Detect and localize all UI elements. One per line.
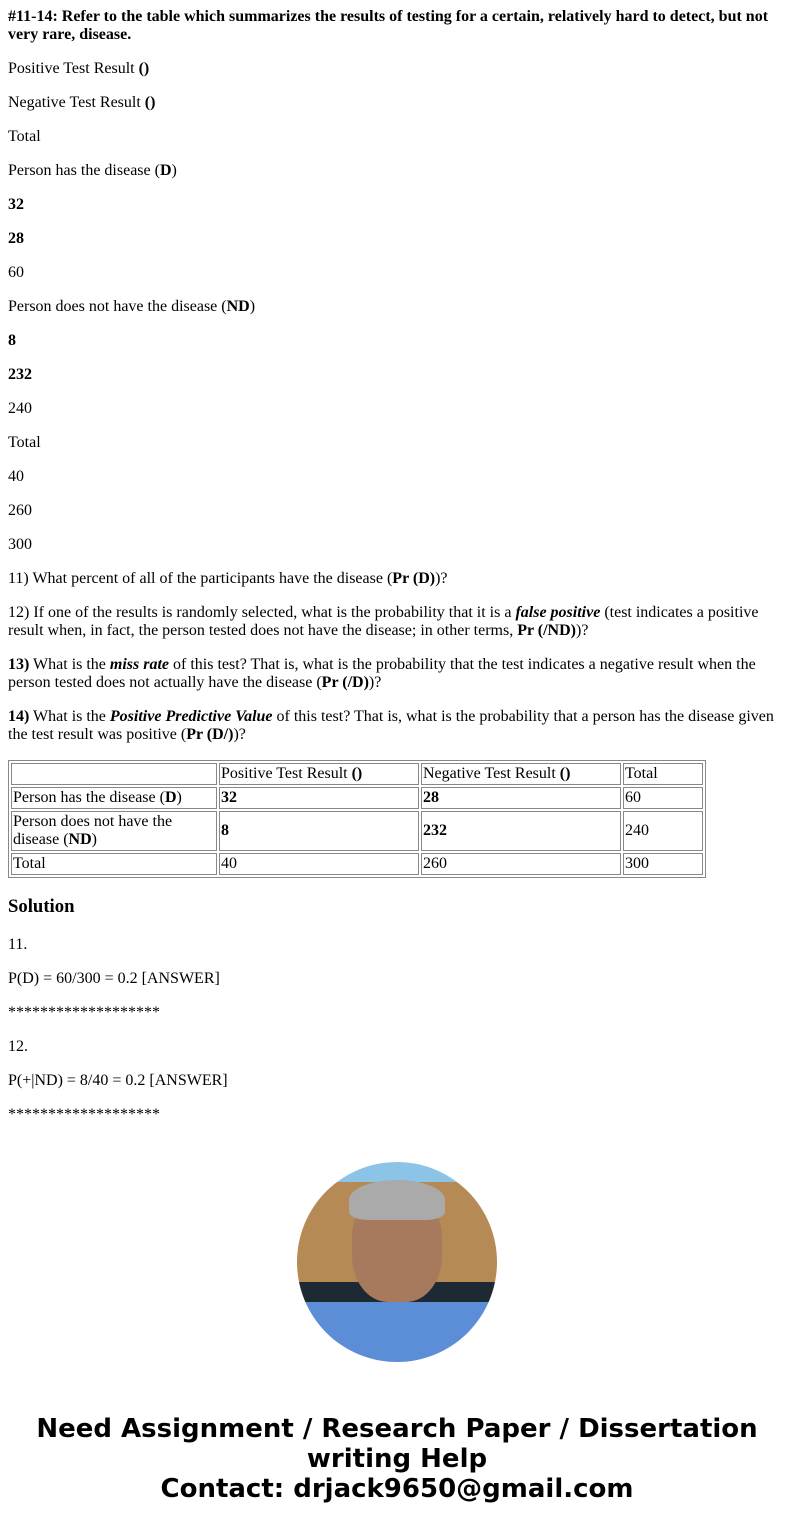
flat-v1: 32 — [8, 196, 24, 213]
table-cell: 300 — [623, 853, 703, 875]
table-cell: 32 — [219, 787, 419, 809]
table-cell: 232 — [421, 811, 621, 851]
flat-v8: 260 — [8, 502, 32, 519]
table-cell: 260 — [421, 853, 621, 875]
flat-total: Total — [8, 128, 41, 145]
footer-line-2: Contact: drjack9650@gmail.com — [160, 1474, 634, 1504]
flat-row1: Person has the disease (D) — [8, 162, 177, 179]
question-11: 11) What percent of all of the participants have the disease (Pr (D))? — [8, 570, 448, 587]
intro: #11-14: Refer to the table which summarizes the results of testing for a certain, relatively hard to detect, but not very rare, disease. — [8, 8, 769, 43]
question-13: 13) What is the miss rate of this test? That is, what is the probability that the test indicates a negative result when the person tested does not actually have the disease (Pr (/D))? — [8, 656, 756, 691]
table-cell: 60 — [623, 787, 703, 809]
flat-v6: 240 — [8, 400, 32, 417]
flat-v5: 232 — [8, 366, 32, 383]
table-cell: 28 — [421, 787, 621, 809]
table-row — [11, 787, 703, 809]
flat-total2: Total — [8, 434, 41, 451]
question-12: 12) If one of the results is randomly selected, what is the probability that it is a false positive (test indicates a positive result when, in fact, the person tested does not have the disease; in other terms, Pr (/ND))? — [8, 604, 759, 639]
table-header: Positive Test Result () — [219, 763, 419, 785]
table-cell: Person has the disease (D) — [11, 787, 217, 809]
solution-heading: Solution — [8, 896, 75, 917]
solution-12-label: 12. — [8, 1038, 28, 1055]
footer-line-1: Need Assignment / Research Paper / Dissertation writing Help — [36, 1414, 758, 1474]
separator: ******************* — [8, 1106, 160, 1123]
table-cell: 8 — [219, 811, 419, 851]
author-avatar — [297, 1162, 497, 1362]
table-cell — [11, 763, 217, 785]
solution-11-label: 11. — [8, 936, 28, 953]
table-cell: Person does not have the disease (ND) — [11, 811, 217, 851]
flat-pos: Positive Test Result () — [8, 60, 150, 77]
table-cell: Total — [11, 853, 217, 875]
flat-row2: Person does not have the disease (ND) — [8, 298, 256, 315]
flat-v2: 28 — [8, 230, 24, 247]
flat-v9: 300 — [8, 536, 32, 553]
table-row — [11, 763, 703, 785]
table-cell: 240 — [623, 811, 703, 851]
flat-neg: Negative Test Result () — [8, 94, 156, 111]
question-14: 14) What is the Positive Predictive Value of this test? That is, what is the probability that a person has the disease given the test result was positive (Pr (D/))? — [8, 708, 774, 743]
table-row — [11, 853, 703, 875]
solution-12-answer: P(+|ND) = 8/40 = 0.2 [ANSWER] — [8, 1072, 228, 1089]
table-header: Total — [623, 763, 703, 785]
separator: ******************* — [8, 1004, 160, 1021]
flat-v4: 8 — [8, 332, 16, 349]
table-header: Negative Test Result () — [421, 763, 621, 785]
solution-11-answer: P(D) = 60/300 = 0.2 [ANSWER] — [8, 970, 220, 987]
table-row — [11, 811, 703, 851]
flat-v7: 40 — [8, 468, 24, 485]
contact-banner — [8, 1414, 786, 1504]
table-cell: 40 — [219, 853, 419, 875]
results-table — [8, 760, 706, 878]
flat-v3: 60 — [8, 264, 24, 281]
